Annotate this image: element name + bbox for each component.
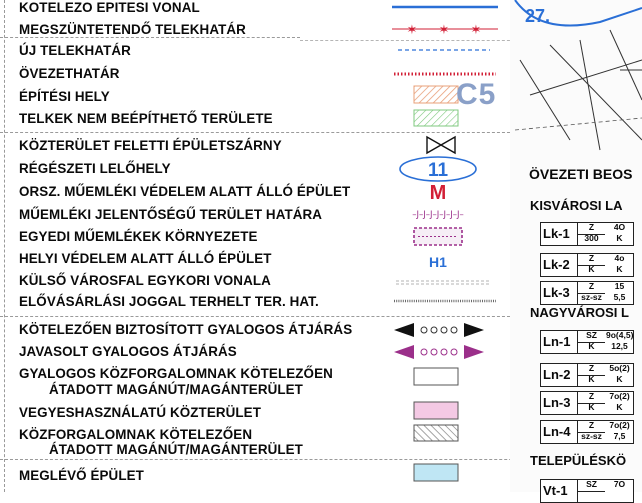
legend-label-preemption-right: ELŐVÁSÁRLÁSI JOGGAL TERHELT TER. HAT. (19, 294, 319, 309)
zone-param-divider (578, 265, 605, 266)
zone-param-tl: Z (588, 253, 595, 263)
zone-params (577, 480, 634, 502)
svg-text:✶: ✶ (406, 23, 418, 38)
zone-param-tr: 9o(4,5) (606, 330, 634, 340)
zone-param-divider (578, 234, 605, 235)
zone-params (577, 223, 634, 245)
legend-label-mixed-use-public: VEGYESHASZNÁLATÚ KÖZTERÜLET (19, 405, 261, 420)
legend-label-monument-area-boundary: MŰEMLÉKI JELENTŐSÉGŰ TERÜLET HATÁRA (19, 207, 323, 222)
zone-param-bl: K (588, 264, 595, 274)
zone-params (577, 282, 634, 304)
legend-separator (0, 37, 300, 38)
zone-param-tl: Z (588, 391, 595, 401)
blue-h1-letter: H1 (429, 254, 447, 270)
zone-param-divider (578, 293, 605, 294)
legend-label-public-traffic-private-road: KÖZFORGALOMNAK KÖTELEZŐEN (19, 427, 253, 442)
zone-tag (540, 391, 634, 415)
zone-param-bl: K (588, 374, 595, 384)
zone-param-tr: 7o(2) (609, 420, 630, 430)
zone-param-tl: SZ (586, 479, 597, 489)
zone-param-divider (578, 403, 605, 404)
zone-param-br: K (616, 402, 623, 412)
zone-param-br: 5,5 (613, 292, 626, 302)
zone-tag (540, 479, 634, 503)
zone-section-title: ÖVEZETI BEOS (529, 166, 633, 182)
light-blue-box-icon (414, 464, 458, 481)
legend-label-mandatory-building-line: KOTELEZO EPITESI VONAL (19, 0, 200, 15)
legend-symbols (380, 0, 510, 492)
zone-params (577, 254, 634, 276)
zone-param-tl: Z (588, 281, 595, 291)
block-number: 27. (525, 6, 551, 26)
legend-label-local-protection: HELYI VÉDELEM ALATT ÁLLÓ ÉPÜLET (19, 251, 272, 266)
zone-param-tr: 5o(2) (609, 363, 630, 373)
zone-params (577, 331, 634, 353)
zone-param-tr: 7o(2) (609, 391, 630, 401)
zone-group-title-large-town: NAGYVÁROSI L (530, 305, 629, 320)
zone-params (577, 392, 634, 414)
zone-params (577, 364, 634, 386)
legend-label-national-monument: ORSZ. MŰEMLÉKI VÉDELEM ALATT ÁLLÓ ÉPÜLET (19, 184, 351, 199)
zone-param-tl: Z (588, 420, 595, 430)
purple-j-line-icon: –J–J–J–J–J–J–J– (412, 210, 464, 220)
zone-param-divider (578, 375, 605, 376)
zone-param-br: K (616, 233, 623, 243)
zone-param-tl: Z (588, 363, 595, 373)
zone-code: Ln-4 (543, 424, 571, 439)
legend-label-existing-building: MEGLÉVŐ ÉPÜLET (19, 468, 144, 483)
legend-label-archaeological-site: RÉGÉSZETI LELŐHELY (19, 161, 171, 176)
zone-param-divider (578, 432, 605, 433)
green-hatched-box-icon (414, 110, 458, 126)
purple-w-box-icon (414, 228, 462, 245)
zone-group-title-small-town: KISVÁROSI LA (530, 198, 623, 213)
zone-code: Ln-1 (543, 334, 571, 349)
zone-param-br: 12,5 (611, 341, 628, 351)
legend-label-pedestrian-private-road: GYALOGOS KÖZFORGALOMNAK KÖTELEZŐEN (19, 366, 333, 381)
zone-params (577, 421, 634, 443)
grey-hatched-box-icon (414, 425, 458, 441)
black-arrows-icon (394, 323, 484, 337)
legend-label-plot-boundary-to-remove: MEGSZÜNTETENDŐ TELEKHATÁR (19, 22, 246, 37)
legend-label-mandatory-passage: KÖTELEZŐEN BIZTOSÍTOTT GYALOGOS ÁTJÁRÁS (19, 322, 353, 337)
ellipse-number: 11 (427, 160, 449, 181)
legend-label-zone-boundary: ÖVEZETHATÁR (19, 66, 120, 81)
zone-param-divider (578, 491, 605, 492)
zone-param-br: 7,5 (613, 431, 626, 441)
zone-param-br (606, 491, 633, 502)
zone-param-br: K (616, 264, 623, 274)
legend-label-non-buildable-area: TELKEK NEM BEÉPÍTHETŐ TERÜLETE (19, 111, 273, 126)
zone-tag (540, 330, 634, 354)
zone-code: Ln-2 (543, 367, 571, 382)
zone-param-tr: 7O (613, 479, 626, 489)
legend-label-monument-surroundings: EGYEDI MŰEMLÉKEK KÖRNYEZETE (19, 229, 258, 244)
legend-label-pedestrian-private-road-2: ÁTADOTT MAGÁNÚT/MAGÁNTERÜLET (49, 382, 303, 397)
zone-param-bl: 300 (584, 233, 599, 243)
orange-hatched-box-icon (414, 86, 458, 103)
zone-tag (540, 363, 634, 387)
zone-tag (540, 281, 634, 305)
zone-code: Lk-3 (543, 285, 570, 300)
zone-param-divider (578, 342, 605, 343)
legend-label-public-traffic-private-road-2: ÁTADOTT MAGÁNÚT/MAGÁNTERÜLET (49, 442, 303, 457)
block-code-label: C5 (456, 78, 497, 111)
zone-group-title-settlement: TELEPÜLÉSKÖ (530, 453, 627, 468)
purple-arrows-icon (394, 345, 484, 359)
zone-param-br: K (616, 374, 623, 384)
zone-tag (540, 222, 634, 246)
zone-param-bl (578, 491, 605, 502)
zone-param-tr: 4O (613, 222, 626, 232)
zone-param-bl: sz-sz (581, 431, 602, 441)
legend-label-overhanging-wing: KÖZTERÜLET FELETTI ÉPÜLETSZÁRNY (19, 138, 282, 153)
zone-param-tl: SZ (586, 330, 597, 340)
red-star-line-icon (392, 23, 498, 38)
legend-label-new-plot-boundary: ÚJ TELEKHATÁR (19, 43, 131, 58)
bowtie-icon (427, 137, 455, 153)
white-box-icon (414, 368, 458, 385)
legend-label-old-city-wall: KÜLSŐ VÁROSFAL EGYKORI VONALA (19, 273, 271, 288)
red-m-letter: M (429, 182, 447, 204)
legend-border-left (4, 0, 5, 492)
zone-code: Vt-1 (543, 483, 568, 498)
zone-code: Ln-3 (543, 395, 571, 410)
zone-param-tr: 4o (614, 253, 625, 263)
zone-param-tl: Z (588, 222, 595, 232)
map-fragment (510, 0, 642, 498)
legend-label-suggested-passage: JAVASOLT GYALOGOS ÁTJÁRÁS (19, 344, 237, 359)
pink-box-icon (414, 402, 458, 419)
zone-param-bl: K (588, 402, 595, 412)
zone-param-bl: sz-sz (581, 292, 602, 302)
zone-tag (540, 253, 634, 277)
legend-label-building-place: ÉPÍTÉSI HELY (19, 89, 110, 104)
grey-double-line-icon (396, 281, 490, 284)
zone-tag (540, 420, 634, 444)
svg-text:✶: ✶ (470, 23, 482, 38)
zone-param-bl: K (588, 341, 595, 351)
zone-code: Lk-2 (543, 257, 570, 272)
svg-text:✶: ✶ (438, 23, 450, 38)
zone-param-tr: 15 (614, 281, 625, 291)
zone-code: Lk-1 (543, 226, 570, 241)
